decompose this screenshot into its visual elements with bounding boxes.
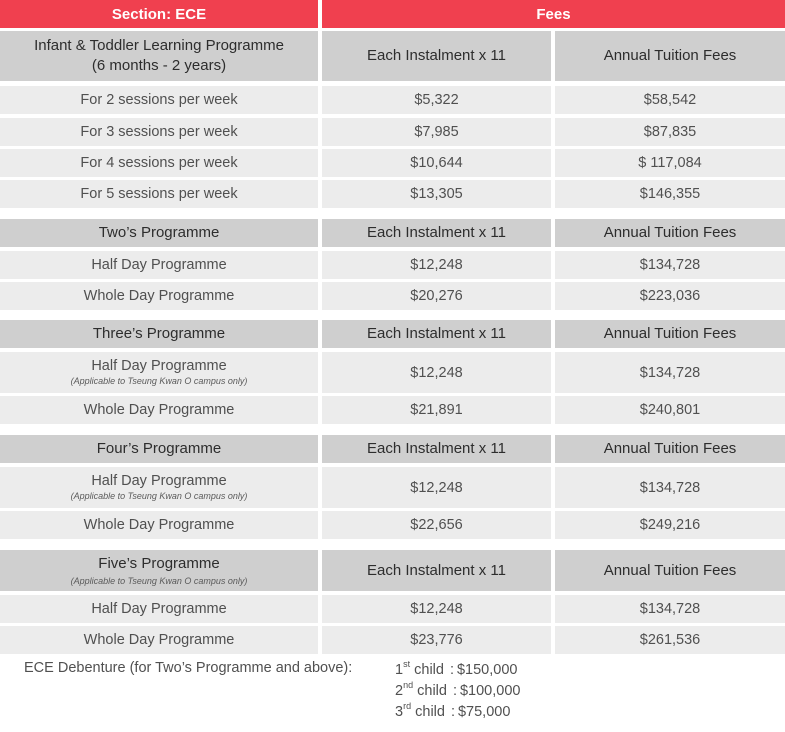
table-row xyxy=(0,467,785,508)
instalment-value: $13,305 xyxy=(322,180,551,208)
table-header xyxy=(0,0,785,28)
table-row xyxy=(0,511,785,539)
annual-value: $134,728 xyxy=(555,352,785,393)
infant-title xyxy=(0,31,318,81)
instalment-value: $12,248 xyxy=(322,352,551,393)
row-label: Half Day Programme xyxy=(0,251,318,279)
instalment-value: $5,322 xyxy=(322,86,551,114)
row-label: Whole Day Programme xyxy=(0,396,318,424)
table-row xyxy=(0,595,785,623)
fours-title: Four’s Programme xyxy=(0,435,318,463)
instalment-value: $22,656 xyxy=(322,511,551,539)
campus-note: (Applicable to Tseung Kwan O campus only) xyxy=(70,576,248,586)
annual-value: $240,801 xyxy=(555,396,785,424)
table-row xyxy=(0,149,785,177)
instalment-column-header: Each Instalment x 11 xyxy=(322,219,551,247)
annual-column-header: Annual Tuition Fees xyxy=(555,320,785,348)
ordinal-suffix: nd xyxy=(403,680,414,690)
debenture-item xyxy=(395,702,520,723)
table-row xyxy=(0,396,785,424)
threes-header-row xyxy=(0,320,785,348)
debenture-amount: $75,000 xyxy=(457,704,511,720)
instalment-value: $23,776 xyxy=(322,626,551,654)
table-row xyxy=(0,626,785,654)
section-header: Section: ECE xyxy=(0,0,318,28)
annual-column-header: Annual Tuition Fees xyxy=(555,219,785,247)
instalment-value: $12,248 xyxy=(322,467,551,508)
infant-title-line2: (6 months - 2 years) xyxy=(91,57,227,74)
annual-value: $146,355 xyxy=(555,180,785,208)
instalment-value: $7,985 xyxy=(322,118,551,146)
instalment-value: $12,248 xyxy=(322,595,551,623)
debenture-amount: $100,000 xyxy=(459,683,521,699)
annual-value: $58,542 xyxy=(555,86,785,114)
fives-title-text: Five’s Programme xyxy=(98,555,220,572)
annual-value: $ 117,084 xyxy=(555,149,785,177)
ordinal-suffix: st xyxy=(403,659,411,669)
debenture-list xyxy=(395,660,520,723)
instalment-value: $21,891 xyxy=(322,396,551,424)
row-label-text: Half Day Programme xyxy=(91,473,227,489)
annual-column-header: Annual Tuition Fees xyxy=(555,435,785,463)
table-row xyxy=(0,251,785,279)
instalment-column-header: Each Instalment x 11 xyxy=(322,550,551,591)
campus-note: (Applicable to Tseung Kwan O campus only) xyxy=(70,376,248,386)
child-word: child xyxy=(415,704,445,720)
row-label: Whole Day Programme xyxy=(0,626,318,654)
instalment-column-header: Each Instalment x 11 xyxy=(322,320,551,348)
separator: : xyxy=(452,683,457,699)
instalment-value: $10,644 xyxy=(322,149,551,177)
debenture-item xyxy=(395,660,520,681)
annual-column-header: Annual Tuition Fees xyxy=(555,550,785,591)
row-label: For 2 sessions per week xyxy=(0,86,318,114)
row-label xyxy=(0,352,318,393)
table-row xyxy=(0,282,785,310)
separator: : xyxy=(450,704,455,720)
annual-value: $249,216 xyxy=(555,511,785,539)
instalment-column-header: Each Instalment x 11 xyxy=(322,31,551,81)
campus-note: (Applicable to Tseung Kwan O campus only) xyxy=(70,491,248,501)
fees-header: Fees xyxy=(322,0,785,28)
child-word: child xyxy=(417,683,447,699)
annual-value: $134,728 xyxy=(555,595,785,623)
row-label: For 4 sessions per week xyxy=(0,149,318,177)
table-row xyxy=(0,352,785,393)
twos-header-row xyxy=(0,219,785,247)
fives-header-row xyxy=(0,550,785,591)
instalment-column-header: Each Instalment x 11 xyxy=(322,435,551,463)
annual-value: $87,835 xyxy=(555,118,785,146)
child-number: 3 xyxy=(395,704,404,720)
row-label: For 5 sessions per week xyxy=(0,180,318,208)
fours-header-row xyxy=(0,435,785,463)
row-label: Whole Day Programme xyxy=(0,511,318,539)
child-number: 2 xyxy=(395,683,404,699)
table-row xyxy=(0,180,785,208)
debenture-label: ECE Debenture (for Two’s Programme and above): xyxy=(24,660,353,676)
table-row xyxy=(0,118,785,146)
instalment-value: $12,248 xyxy=(322,251,551,279)
debenture-amount: $150,000 xyxy=(456,662,518,678)
child-number: 1 xyxy=(395,662,404,678)
annual-value: $223,036 xyxy=(555,282,785,310)
row-label xyxy=(0,467,318,508)
child-word: child xyxy=(414,662,444,678)
row-label-text: Half Day Programme xyxy=(91,358,227,374)
debenture-item xyxy=(395,681,520,702)
threes-title: Three’s Programme xyxy=(0,320,318,348)
annual-value: $261,536 xyxy=(555,626,785,654)
table-row xyxy=(0,86,785,114)
annual-value: $134,728 xyxy=(555,467,785,508)
annual-value: $134,728 xyxy=(555,251,785,279)
twos-title: Two’s Programme xyxy=(0,219,318,247)
row-label: Whole Day Programme xyxy=(0,282,318,310)
infant-header-row xyxy=(0,31,785,81)
infant-title-line1: Infant & Toddler Learning Programme xyxy=(34,37,284,54)
row-label: For 3 sessions per week xyxy=(0,118,318,146)
row-label: Half Day Programme xyxy=(0,595,318,623)
instalment-value: $20,276 xyxy=(322,282,551,310)
separator: : xyxy=(449,662,454,678)
annual-column-header: Annual Tuition Fees xyxy=(555,31,785,81)
fives-title xyxy=(0,550,318,591)
ordinal-suffix: rd xyxy=(403,701,412,711)
